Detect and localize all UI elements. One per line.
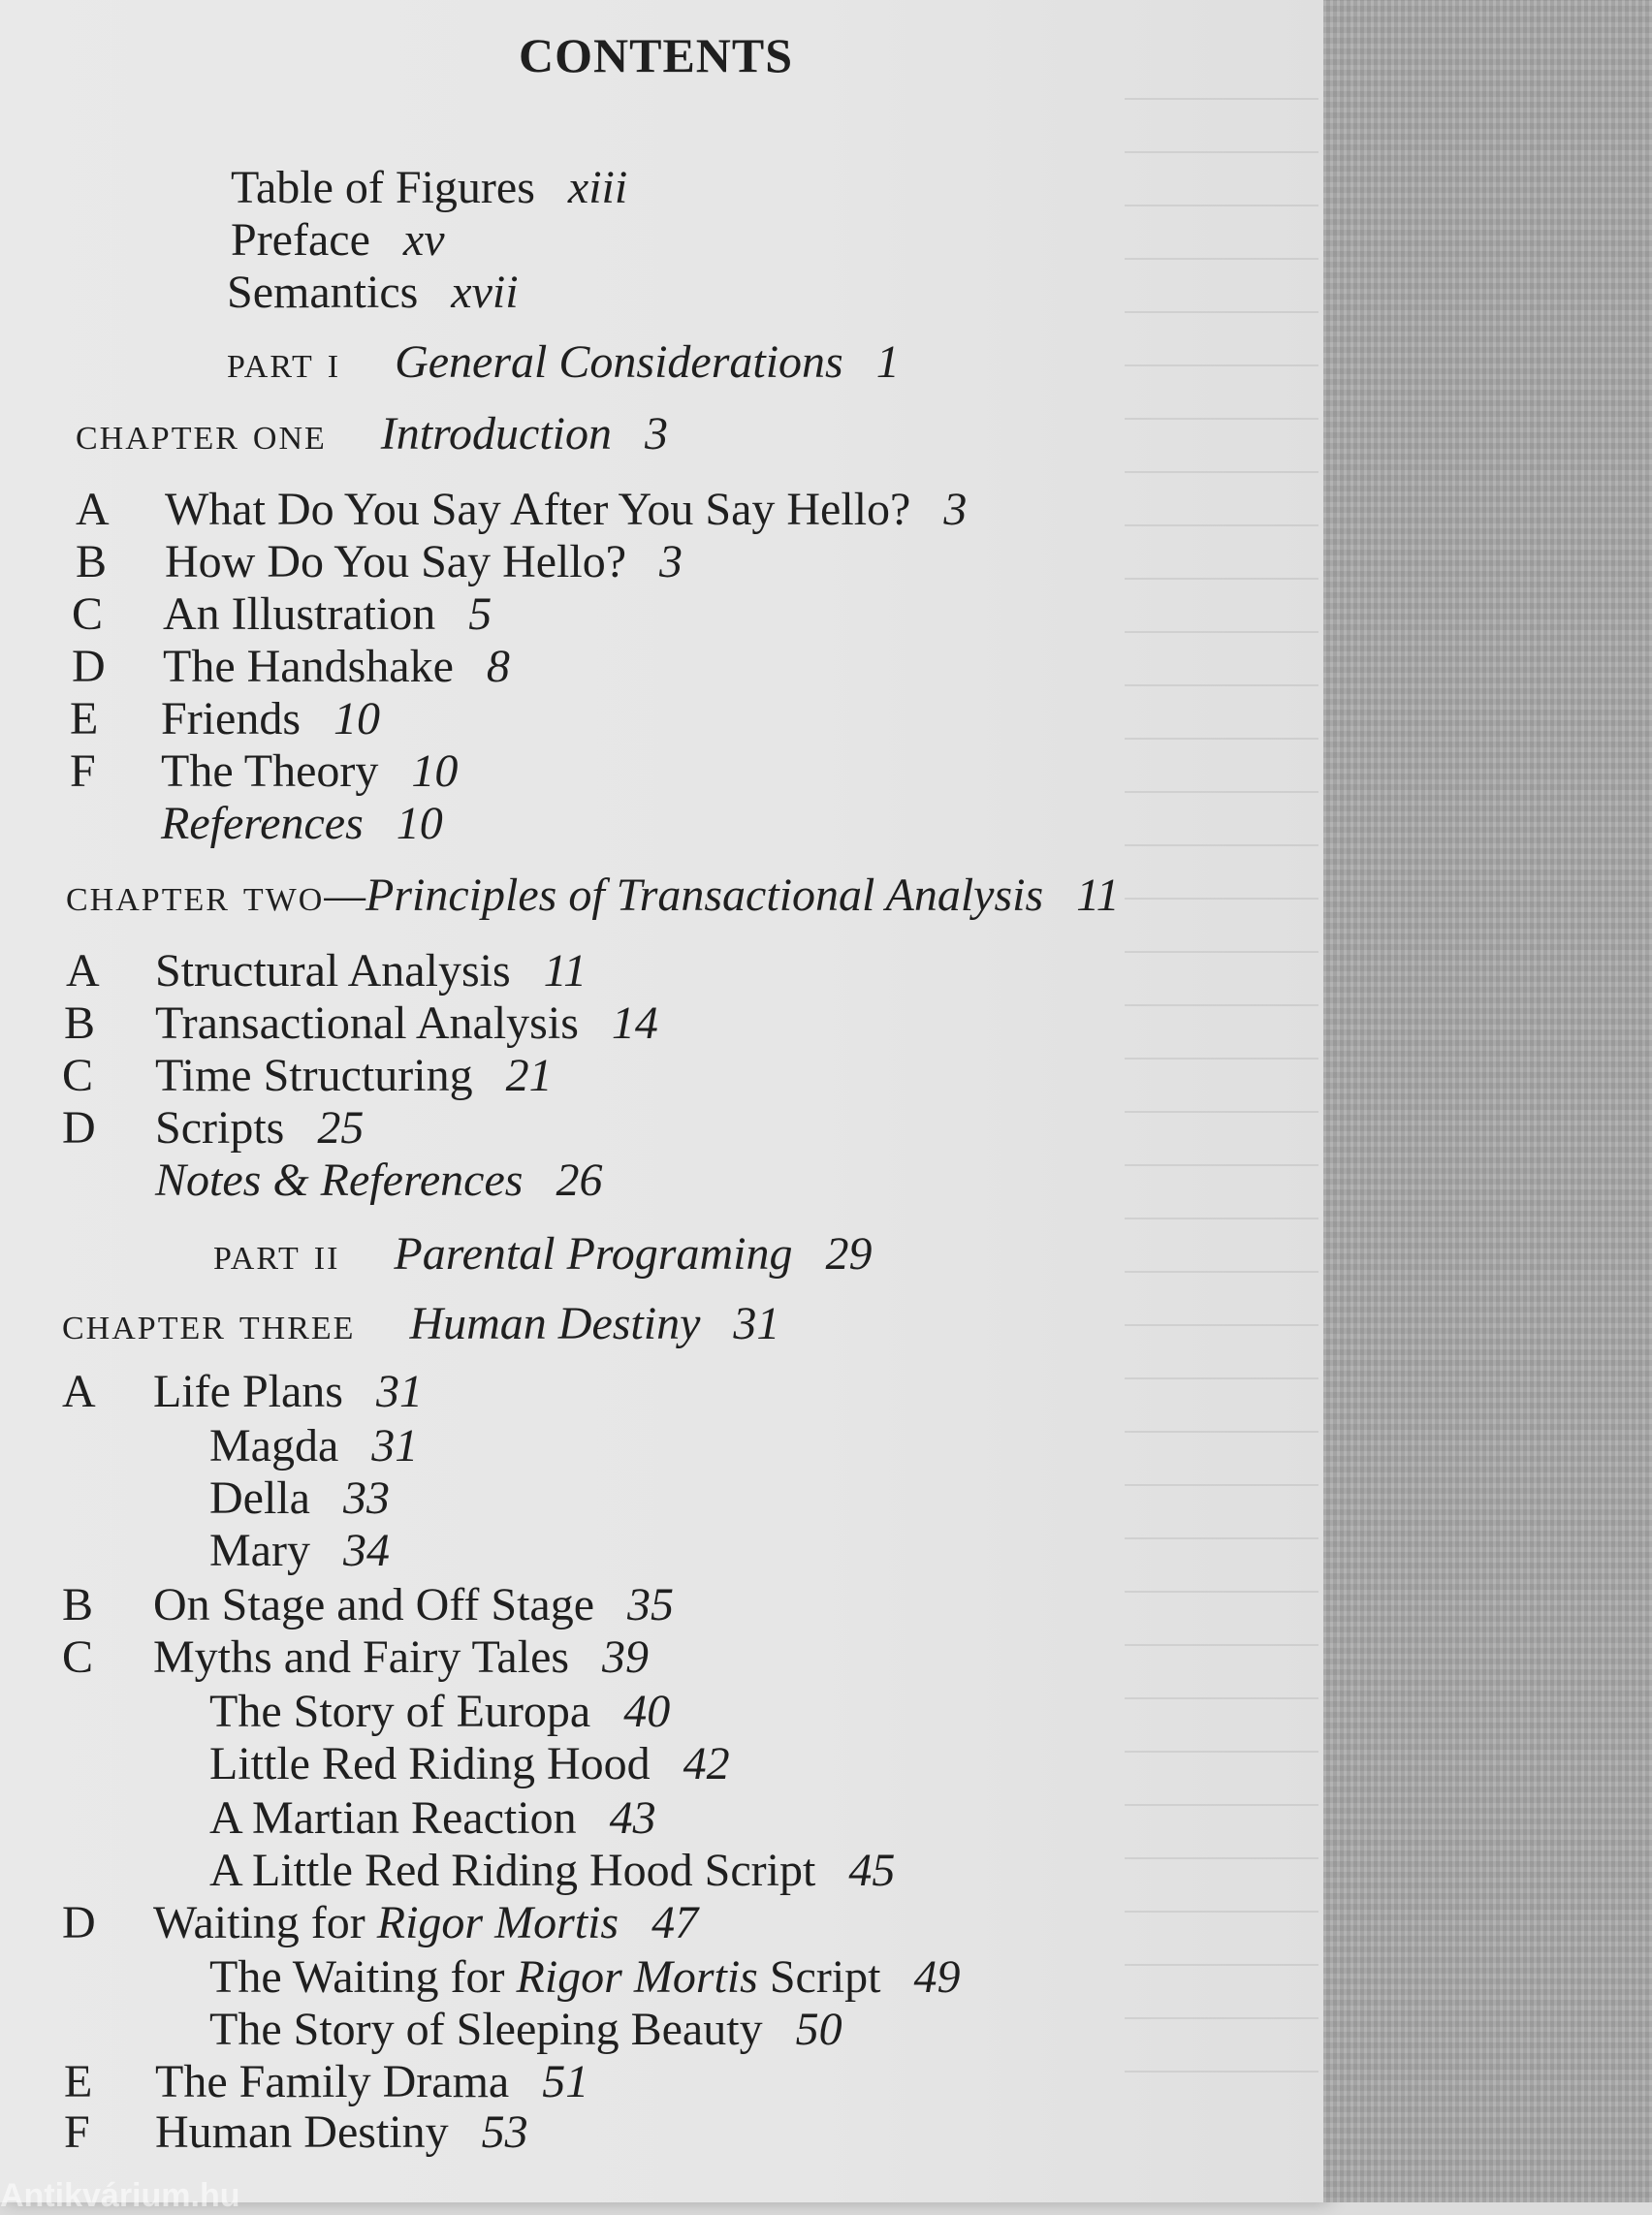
section-letter: E <box>64 2056 93 2107</box>
toc-entry[interactable]: The Family Drama 51 <box>155 2056 589 2107</box>
toc-entry-preface[interactable]: Preface xv <box>231 214 445 266</box>
section-letter: F <box>64 2106 90 2158</box>
chapter-three-heading[interactable]: chapter three Human Destiny 31 <box>62 1298 780 1349</box>
section-letter: C <box>62 1631 94 1683</box>
toc-entry[interactable]: Scripts 25 <box>155 1102 365 1154</box>
section-letter: D <box>62 1102 96 1154</box>
toc-entry[interactable]: The Theory 10 <box>161 745 459 797</box>
toc-entry-references[interactable]: Notes & References 26 <box>155 1155 603 1206</box>
chapter-one-heading[interactable]: chapter one Introduction 3 <box>76 408 668 459</box>
toc-subentry[interactable]: A Martian Reaction 43 <box>209 1792 656 1844</box>
section-letter: F <box>70 745 96 797</box>
section-letter: B <box>64 997 96 1049</box>
toc-entry-semantics[interactable]: Semantics xvii <box>227 267 519 318</box>
toc-subentry[interactable]: Magda 31 <box>209 1420 419 1471</box>
section-letter: A <box>62 1366 96 1417</box>
toc-entry[interactable]: Life Plans 31 <box>153 1366 423 1417</box>
watermark: Antikvárium.hu <box>0 2177 240 2214</box>
toc-entry[interactable]: Human Destiny 53 <box>155 2106 528 2158</box>
section-letter: D <box>72 641 106 692</box>
section-letter: B <box>62 1579 94 1630</box>
toc-subentry[interactable]: Mary 34 <box>209 1525 390 1576</box>
section-letter: C <box>72 588 104 640</box>
section-letter: B <box>76 536 108 587</box>
part-two-heading[interactable]: part ii Parental Programing 29 <box>213 1228 873 1280</box>
toc-entry[interactable]: What Do You Say After You Say Hello? 3 <box>165 484 968 535</box>
toc-entry[interactable]: Time Structuring 21 <box>155 1050 553 1101</box>
section-letter: A <box>76 484 110 535</box>
toc-entry[interactable]: Myths and Fairy Tales 39 <box>153 1631 650 1683</box>
toc-entry[interactable]: How Do You Say Hello? 3 <box>165 536 683 587</box>
toc-entry-table-of-figures[interactable]: Table of Figures xiii <box>231 162 628 213</box>
section-letter: E <box>70 693 99 744</box>
toc-entry[interactable]: Friends 10 <box>161 693 380 744</box>
toc-entry[interactable]: Transactional Analysis 14 <box>155 997 658 1049</box>
toc-entry[interactable]: An Illustration 5 <box>163 588 492 640</box>
section-letter: D <box>62 1897 96 1948</box>
section-letter: C <box>62 1050 94 1101</box>
toc-entry[interactable]: Structural Analysis 11 <box>155 945 588 997</box>
chapter-two-heading[interactable]: chapter two—Principles of Transactional Analysis 11 <box>66 870 1120 921</box>
toc-subentry[interactable]: The Story of Sleeping Beauty 50 <box>209 2004 842 2055</box>
toc-subentry[interactable]: A Little Red Riding Hood Script 45 <box>209 1845 896 1896</box>
bleed-through-text <box>1125 78 1318 2113</box>
facing-page-edge <box>1323 0 1652 2202</box>
toc-entry-references[interactable]: References 10 <box>161 798 443 849</box>
toc-subentry[interactable]: Della 33 <box>209 1472 390 1524</box>
part-one-heading[interactable]: part i General Considerations 1 <box>227 336 900 388</box>
toc-entry[interactable]: On Stage and Off Stage 35 <box>153 1579 675 1630</box>
section-letter: A <box>66 945 100 997</box>
toc-subentry[interactable]: Little Red Riding Hood 42 <box>209 1738 730 1789</box>
toc-entry[interactable]: Waiting for Rigor Mortis 47 <box>153 1897 699 1948</box>
toc-entry[interactable]: The Handshake 8 <box>163 641 510 692</box>
page-title: CONTENTS <box>519 28 794 82</box>
toc-subentry[interactable]: The Story of Europa 40 <box>209 1686 671 1737</box>
toc-subentry[interactable]: The Waiting for Rigor Mortis Script 49 <box>209 1951 961 2003</box>
